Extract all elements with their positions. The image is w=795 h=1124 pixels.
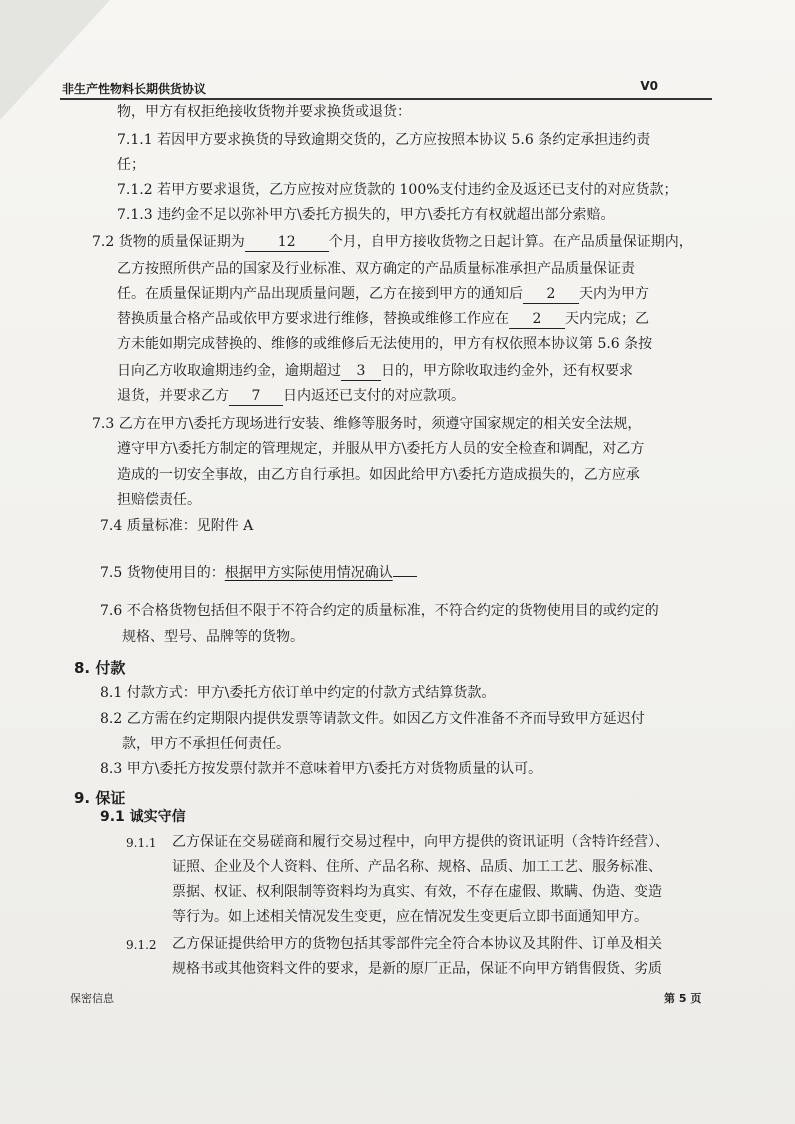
text-line: 等行为。如上述相关情况发生变更，应在情况发生变更后立即书面通知甲方。 [172, 909, 648, 925]
text-line: 规格、型号、品牌等的货物。 [122, 629, 304, 645]
footer-page-number: 第 5 页 [664, 992, 702, 1005]
notice-days-blank: 2 [523, 286, 579, 304]
header-title: 非生产性物料长期供货协议 [62, 82, 207, 96]
usage-purpose-value: 根据甲方实际使用情况确认 [224, 565, 393, 581]
header-version: V0 [640, 79, 658, 93]
clause-number: 9.1.2 [126, 938, 157, 952]
clause-7-2-line: 任。在质量保证期内产品出现质量问题，乙方在接到甲方的通知后 2 天内为甲方 [117, 286, 649, 302]
text-line: 乙方保证提供给甲方的货物包括其零部件完全符合本协议及其附件、订单及相关 [172, 936, 662, 952]
warranty-months-blank: 12 [245, 234, 329, 252]
text-line: 7.3 乙方在甲方\委托方现场进行安装、维修等服务时，须遵守国家规定的相关安全法规， [92, 416, 642, 432]
clause-7-2-line: 退货，并要求乙方 7 日内返还已支付的对应款项。 [117, 388, 465, 404]
text-line: 票据、权证、权利限制等资料均为真实、有效，不存在虚假、欺瞒、伪造、变造 [172, 884, 662, 900]
text-line: 7.6 不合格货物包括但不限于不符合约定的质量标准，不符合约定的货物使用目的或约定的 [100, 603, 659, 619]
text-line: 方未能如期完成替换的、维修的或维修后无法使用的，甲方有权依照本协议第 5.6 条按 [117, 336, 653, 352]
text-line: 物，甲方有权拒绝接收货物并要求换货或退货： [117, 104, 411, 120]
section-heading-8: 8. 付款 [74, 659, 126, 677]
clause-7-2-line: 7.2 货物的质量保证期为 12 个月，自甲方接收货物之日起计算。在产品质量保证期内， [92, 234, 693, 250]
text-line: 8.2 乙方需在约定期限内提供发票等请款文件。如因乙方文件准备不齐而导致甲方延迟付 [100, 711, 645, 727]
footer-confidential: 保密信息 [70, 992, 114, 1005]
subsection-heading-9-1: 9.1 诚实守信 [100, 809, 186, 825]
text-line: 7.1.2 若甲方要求退货，乙方应按对应货款的 100%支付违约金及返还已支付的对应货款； [117, 182, 678, 198]
refund-days-blank: 7 [229, 388, 283, 406]
clause-7-2-line: 日向乙方收取逾期违约金，逾期超过 3 日的，甲方除收取违约金外，还有权要求 [117, 363, 633, 379]
text-line: 乙方保证在交易磋商和履行交易过程中，向甲方提供的资讯证明（含特许经营）、 [172, 834, 669, 850]
text-line: 7.4 质量标准：见附件 A [100, 518, 254, 534]
clause-number: 9.1.1 [126, 836, 157, 850]
repair-days-blank: 2 [509, 311, 565, 329]
text-line: 8.3 甲方\委托方按发票付款并不意味着甲方\委托方对货物质量的认可。 [100, 761, 543, 777]
page-corner-shadow [0, 0, 110, 120]
text-line: 规格书或其他资料文件的要求，是新的原厂正品，保证不向甲方销售假货、劣质 [172, 961, 662, 977]
overdue-days-blank: 3 [341, 363, 381, 381]
text-line: 遵守甲方\委托方制定的管理规定，并服从甲方\委托方人员的安全检查和调配，对乙方 [117, 441, 645, 457]
clause-7-5-line: 7.5 货物使用目的：根据甲方实际使用情况确认 [100, 563, 417, 583]
section-heading-9: 9. 保证 [74, 789, 126, 807]
text-line: 款，甲方不承担任何责任。 [122, 736, 290, 752]
text-line: 7.1.3 违约金不足以弥补甲方\委托方损失的，甲方\委托方有权就超出部分索赔。 [117, 207, 615, 223]
page-header [60, 76, 712, 100]
text-line: 证照、企业及个人资料、住所、产品名称、规格、品质、加工工艺、服务标准、 [172, 859, 662, 875]
text-line: 任； [117, 157, 145, 173]
text-line: 7.1.1 若因甲方要求换货的导致逾期交货的，乙方应按照本协议 5.6 条约定承担违约责 [117, 132, 651, 148]
text-line: 造成的一切安全事故，由乙方自行承担。如因此给甲方\委托方造成损失的，乙方应承 [117, 467, 640, 483]
text-line: 乙方按照所供产品的国家及行业标准、双方确定的产品质量标准承担产品质量保证责 [117, 261, 635, 277]
clause-7-2-line: 替换质量合格产品或依甲方要求进行维修，替换或维修工作应在 2 天内完成；乙 [117, 311, 649, 327]
text-line: 8.1 付款方式：甲方\委托方依订单中约定的付款方式结算货款。 [100, 685, 496, 701]
text-line: 担赔偿责任。 [117, 492, 201, 508]
